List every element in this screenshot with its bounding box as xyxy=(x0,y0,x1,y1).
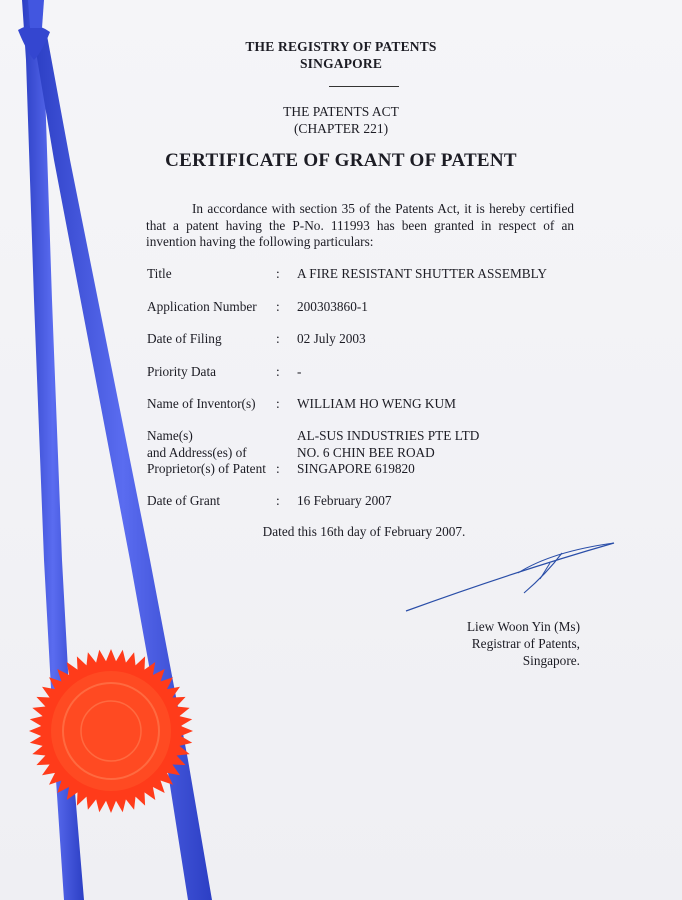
registry-line2: SINGAPORE xyxy=(299,56,383,71)
registry-heading xyxy=(0,38,682,72)
act-line2: (CHAPTER 221) xyxy=(293,121,389,136)
proprietor-label xyxy=(147,428,275,478)
signatory-name: Liew Woon Yin (Ms) xyxy=(466,619,580,634)
application-number-label: Application Number xyxy=(147,299,257,314)
date-of-filing-colon: : xyxy=(276,331,280,346)
inventor-label: Name of Inventor(s) xyxy=(147,396,256,411)
signature xyxy=(400,535,625,620)
proprietor-value-line2: NO. 6 CHIN BEE ROAD xyxy=(297,444,435,460)
title-value: A FIRE RESISTANT SHUTTER ASSEMBLY xyxy=(297,266,548,281)
dated-line: Dated this 16th day of February 2007. xyxy=(262,524,466,539)
proprietor-label-line3: Proprietor(s) of Patent xyxy=(147,461,266,476)
signatory-position: Registrar of Patents, xyxy=(471,636,580,651)
header-divider xyxy=(329,86,399,87)
priority-data-colon: : xyxy=(276,364,280,379)
act-line1: THE PATENTS ACT xyxy=(283,104,399,119)
proprietor-colon: : xyxy=(276,461,280,476)
date-of-grant-label: Date of Grant xyxy=(147,493,221,508)
signatory-block xyxy=(467,618,580,669)
seal-icon xyxy=(28,648,194,814)
date-of-filing-value: 02 July 2003 xyxy=(297,331,366,346)
date-of-grant-value: 16 February 2007 xyxy=(297,493,392,508)
proprietor-value-line3: SINGAPORE 619820 xyxy=(297,461,415,476)
inventor-colon: : xyxy=(276,396,280,411)
title-colon: : xyxy=(276,266,280,281)
signatory-location: Singapore. xyxy=(522,653,580,668)
registry-line1: THE REGISTRY OF PATENTS xyxy=(245,39,437,54)
priority-data-value: - xyxy=(297,364,302,379)
proprietor-label-line2: and Address(es) of xyxy=(147,444,247,460)
certificate-title: CERTIFICATE OF GRANT OF PATENT xyxy=(165,150,517,171)
intro-paragraph xyxy=(146,201,574,251)
application-number-colon: : xyxy=(276,299,280,314)
proprietor-label-line1: Name(s) xyxy=(147,428,193,443)
application-number-value: 200303860-1 xyxy=(297,299,368,314)
date-of-filing-label: Date of Filing xyxy=(147,331,222,346)
proprietor-value-line1: AL-SUS INDUSTRIES PTE LTD xyxy=(297,428,480,443)
proprietor-value xyxy=(297,428,597,478)
inventor-value: WILLIAM HO WENG KUM xyxy=(297,396,456,411)
priority-data-label: Priority Data xyxy=(147,364,217,379)
title-label: Title xyxy=(147,266,172,281)
date-of-grant-colon: : xyxy=(276,493,280,508)
intro-text: In accordance with section 35 of the Patents Act, it is hereby certified that a patent having the P-No. 111993 has been granted in respect of an invention having the following particulars: xyxy=(146,201,574,249)
act-heading xyxy=(0,103,682,137)
